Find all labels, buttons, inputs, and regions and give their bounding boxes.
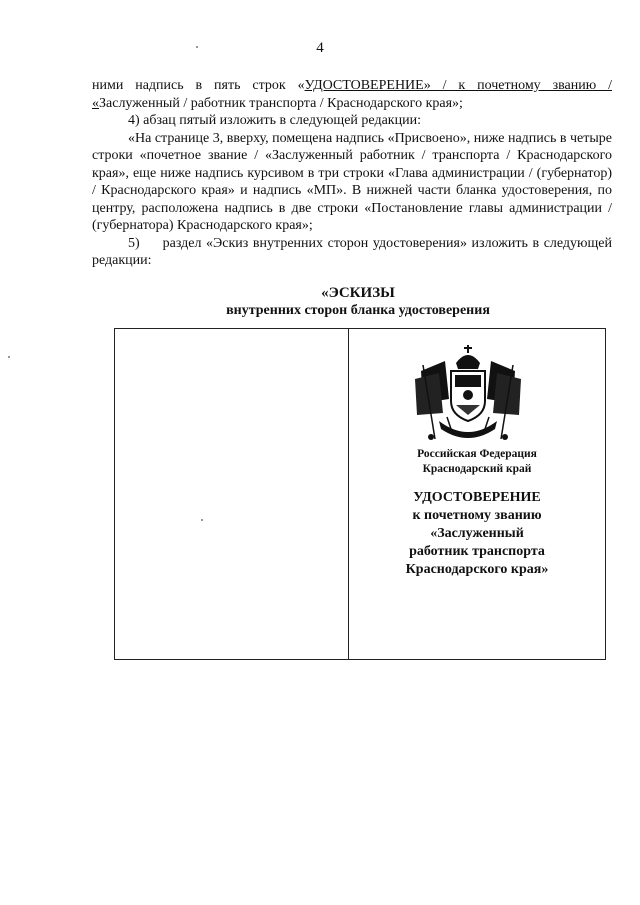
right-inner-page	[349, 329, 605, 659]
cert-line: «Заслуженный	[430, 526, 524, 541]
paragraph	[92, 77, 612, 112]
country-region-label	[349, 447, 605, 477]
region-line: Краснодарский край	[422, 463, 532, 475]
cert-line: Краснодарского края»	[405, 562, 549, 577]
scan-dot	[8, 356, 10, 358]
sketch-subtitle: внутренних сторон бланка удостоверения	[226, 303, 490, 318]
country-line: Российская Федерация	[417, 448, 537, 460]
cert-line: работник транспорта	[409, 544, 545, 559]
paragraph	[92, 235, 612, 270]
sketch-title: «ЭСКИЗЫ	[321, 285, 395, 301]
text-run: Заслуженный / работник транспорта / Краснодарского края»;	[99, 95, 463, 111]
scan-dot	[201, 519, 203, 521]
certificate-title-block	[349, 489, 605, 579]
paragraph	[92, 112, 612, 130]
krasnodar-krai-coat-of-arms-icon	[409, 343, 527, 447]
sketch-heading	[108, 284, 608, 320]
text-run: 4) абзац пятый изложить в следующей редакции:	[128, 113, 421, 128]
certificate-form-sketch	[114, 328, 606, 660]
text-run-underlined: УДОСТОВЕРЕНИЕ» / к почетному званию / «	[92, 78, 612, 111]
text-run: ними надпись в пять строк «	[92, 78, 305, 93]
cert-line: УДОСТОВЕРЕНИЕ	[413, 490, 541, 505]
cert-line: к почетному званию	[412, 508, 542, 523]
paragraph	[92, 130, 612, 235]
page-number: 4	[316, 40, 324, 56]
text-run: «На странице 3, вверху, помещена надпись «Присвоено», ниже надпись в четыре строки «почетное звание / «Заслуженный работник / транспорта / Краснодарского края», еще ниже надпись курсивом в три строки «Глава администрации / (губернатор) / Краснодарского края» и надпись «МП». В нижней части бланка удостоверения, по центру, расположена надпись в две строки «Постановление главы администрации / (губернатора) Краснодарского края»;	[92, 130, 612, 233]
left-inner-page	[115, 329, 349, 659]
text-run: 5) раздел «Эскиз внутренних сторон удостоверения» изложить в следующей редакции:	[92, 235, 612, 268]
scan-dot	[196, 46, 198, 48]
body-text	[92, 77, 612, 270]
